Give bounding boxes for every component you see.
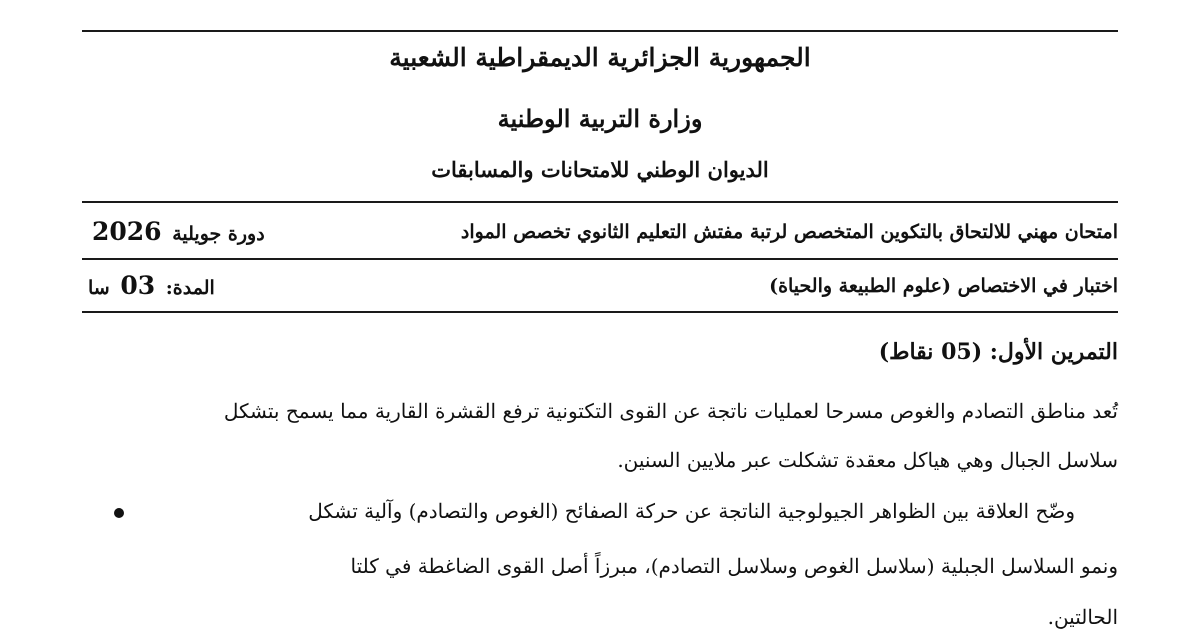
top-divider: [82, 30, 1118, 32]
office-heading: الديوان الوطني للامتحانات والمسابقات: [431, 157, 769, 182]
session-label: دورة جويلية: [172, 223, 265, 245]
exercise-text-line: سلاسل الجبال وهي هياكل معقدة تشكلت عبر ملايين السنين.: [617, 448, 1118, 472]
ministry-heading: وزارة التربية الوطنية: [497, 104, 703, 133]
subject-divider: [82, 311, 1118, 313]
exercise-text-line: تُعد مناطق التصادم والغوص مسرحا لعمليات ناتجة عن القوى التكتونية ترفع القشرة القارية مما يسمح بتشكل: [223, 399, 1118, 423]
exam-subject: اختبار في الاختصاص (علوم الطبيعة والحياة): [769, 275, 1118, 297]
exercise-text-line: وضّح العلاقة بين الظواهر الجيولوجية الناتجة عن حركة الصفائح (الغوص والتصادم) وآلية تشكل: [308, 499, 1075, 523]
exam-duration: [88, 271, 215, 303]
exercise-text-line: ونمو السلاسل الجبلية (سلاسل الغوص وسلاسل التصادم)، مبرزاً أصل القوى الضاغطة في كلتا: [350, 554, 1118, 578]
exam-divider: [82, 258, 1118, 260]
duration-label: المدة:: [165, 277, 215, 299]
exercise-title: التمرين الأول: (05 نقاط): [878, 339, 1118, 365]
duration-value: 03: [120, 271, 156, 300]
header-divider: [82, 201, 1118, 203]
exercise-text-line: الحالتين.: [1047, 605, 1118, 629]
session-year: 2026: [92, 217, 162, 246]
exam-title: امتحان مهني للالتحاق بالتكوين المتخصص لرتبة مفتش التعليم الثانوي تخصص المواد: [460, 221, 1118, 243]
exam-title-row: [82, 217, 1118, 253]
duration-unit: سا: [88, 277, 110, 299]
exam-subject-row: [82, 271, 1118, 307]
exam-session: [88, 217, 265, 249]
republic-heading: الجمهورية الجزائرية الديمقراطية الشعبية: [389, 43, 811, 72]
